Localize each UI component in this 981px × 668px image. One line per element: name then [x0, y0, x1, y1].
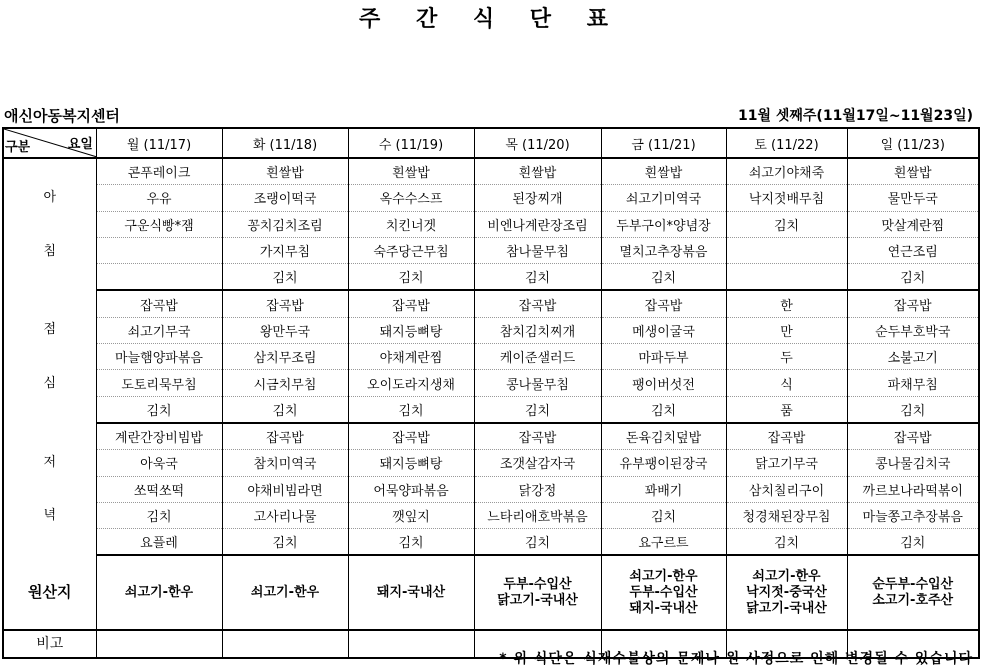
menu-cell: 청경채된장무침	[726, 502, 847, 528]
day-header-sun: 일 (11/23)	[847, 128, 979, 158]
menu-cell: 시금치무침	[222, 370, 348, 396]
menu-cell: 우유	[96, 185, 222, 211]
menu-cell: 흰쌀밥	[348, 158, 474, 185]
menu-cell: 요플레	[96, 529, 222, 556]
note-cell	[96, 630, 222, 658]
menu-cell: 오이도라지생채	[348, 370, 474, 396]
menu-cell: 까르보나라떡볶이	[847, 476, 979, 502]
dinner-row	[3, 502, 979, 528]
menu-cell: 구운식빵*잼	[96, 211, 222, 237]
menu-cell: 쇠고기미역국	[601, 185, 726, 211]
corner-label-day: 요일	[67, 137, 93, 152]
lunch-row	[3, 317, 979, 343]
menu-cell: 메생이굴국	[601, 317, 726, 343]
menu-cell: 도토리묵무침	[96, 370, 222, 396]
breakfast-row	[3, 158, 979, 185]
weekly-menu-table	[2, 127, 980, 659]
menu-cell: 두	[726, 344, 847, 370]
menu-cell: 마늘쫑고추장볶음	[847, 502, 979, 528]
menu-cell: 흰쌀밥	[601, 158, 726, 185]
menu-cell: 야채비빔라면	[222, 476, 348, 502]
dinner-row	[3, 476, 979, 502]
menu-cell: 콩나물무침	[474, 370, 601, 396]
menu-cell: 느타리애호박볶음	[474, 502, 601, 528]
corner-label-category: 구분	[5, 140, 31, 155]
origin-cell: 두부-수입산 닭고기-국내산	[474, 555, 601, 630]
menu-cell: 김치	[601, 264, 726, 291]
menu-cell: 흰쌀밥	[847, 158, 979, 185]
menu-cell: 잡곡밥	[96, 290, 222, 317]
menu-cell	[726, 237, 847, 263]
menu-cell: 김치	[474, 396, 601, 423]
menu-cell: 잡곡밥	[474, 423, 601, 450]
breakfast-label: 아 침	[3, 158, 96, 290]
dinner-row	[3, 423, 979, 450]
menu-cell	[96, 237, 222, 263]
dinner-label: 저 녁	[3, 423, 96, 555]
lunch-label: 점 심	[3, 290, 96, 422]
menu-cell: 가지무침	[222, 237, 348, 263]
menu-cell: 어묵양파볶음	[348, 476, 474, 502]
lunch-row	[3, 344, 979, 370]
menu-cell: 한	[726, 290, 847, 317]
breakfast-row	[3, 211, 979, 237]
menu-cell: 꽈배기	[601, 476, 726, 502]
menu-cell: 유부팽이된장국	[601, 450, 726, 476]
origin-cell: 순두부-수입산 소고기-호주산	[847, 555, 979, 630]
menu-cell: 케이준샐러드	[474, 344, 601, 370]
lunch-row	[3, 370, 979, 396]
menu-cell: 김치	[96, 502, 222, 528]
menu-cell: 흰쌀밥	[474, 158, 601, 185]
page-title: 주 간 식 단 표	[359, 7, 622, 32]
breakfast-row	[3, 237, 979, 263]
lunch-row	[3, 396, 979, 423]
footnote: * 위 식단은 식재수불상의 문제나 원 사정으로 인해 변경될 수 있습니다	[499, 651, 973, 667]
menu-cell: 조랭이떡국	[222, 185, 348, 211]
menu-cell: 돼지등뼈탕	[348, 317, 474, 343]
origin-cell: 쇠고기-한우	[96, 555, 222, 630]
menu-cell: 김치	[847, 264, 979, 291]
menu-cell: 고사리나물	[222, 502, 348, 528]
menu-cell: 흰쌀밥	[222, 158, 348, 185]
menu-cell: 잡곡밥	[601, 290, 726, 317]
menu-cell	[96, 264, 222, 291]
menu-cell: 요구르트	[601, 529, 726, 556]
menu-cell: 마늘햄양파볶음	[96, 344, 222, 370]
menu-cell: 물만두국	[847, 185, 979, 211]
breakfast-row	[3, 264, 979, 291]
day-header-thu: 목 (11/20)	[474, 128, 601, 158]
menu-cell: 왕만두국	[222, 317, 348, 343]
menu-cell: 참나물무침	[474, 237, 601, 263]
menu-cell: 쏘떡쏘떡	[96, 476, 222, 502]
menu-cell: 삼치칠리구이	[726, 476, 847, 502]
corner-header	[3, 128, 96, 158]
menu-cell: 두부구이*양념장	[601, 211, 726, 237]
menu-cell: 참치김치찌개	[474, 317, 601, 343]
menu-cell: 만	[726, 317, 847, 343]
menu-cell: 김치	[348, 529, 474, 556]
menu-cell: 김치	[847, 529, 979, 556]
day-header-fri: 금 (11/21)	[601, 128, 726, 158]
menu-cell: 잡곡밥	[847, 290, 979, 317]
menu-cell: 돈육김치덮밥	[601, 423, 726, 450]
menu-cell: 비엔나계란장조림	[474, 211, 601, 237]
menu-cell: 김치	[96, 396, 222, 423]
lunch-row	[3, 290, 979, 317]
origin-cell: 돼지-국내산	[348, 555, 474, 630]
menu-cell: 김치	[601, 502, 726, 528]
menu-cell: 파채무침	[847, 370, 979, 396]
note-cell	[348, 630, 474, 658]
origin-row	[3, 555, 979, 630]
menu-cell: 맛살계란찜	[847, 211, 979, 237]
menu-cell: 삼치무조림	[222, 344, 348, 370]
menu-cell: 콩나물김치국	[847, 450, 979, 476]
menu-cell: 잡곡밥	[348, 423, 474, 450]
menu-cell: 김치	[601, 396, 726, 423]
menu-cell: 닭강정	[474, 476, 601, 502]
day-header-mon: 월 (11/17)	[96, 128, 222, 158]
menu-cell: 돼지등뼈탕	[348, 450, 474, 476]
header-row	[3, 128, 979, 158]
menu-cell: 팽이버섯전	[601, 370, 726, 396]
menu-cell: 꽁치김치조림	[222, 211, 348, 237]
menu-cell: 잡곡밥	[222, 290, 348, 317]
menu-cell: 참치미역국	[222, 450, 348, 476]
menu-cell: 김치	[726, 529, 847, 556]
menu-cell: 김치	[222, 396, 348, 423]
menu-cell: 김치	[474, 529, 601, 556]
menu-cell	[726, 264, 847, 291]
center-name: 애신아동복지센터	[4, 107, 120, 125]
menu-cell: 김치	[348, 396, 474, 423]
menu-cell: 김치	[726, 211, 847, 237]
menu-cell: 낙지젓배무침	[726, 185, 847, 211]
menu-cell: 야채계란찜	[348, 344, 474, 370]
origin-cell: 쇠고기-한우 낙지젓-중국산 닭고기-국내산	[726, 555, 847, 630]
origin-cell: 쇠고기-한우 두부-수입산 돼지-국내산	[601, 555, 726, 630]
origin-label: 원산지	[3, 555, 96, 630]
menu-cell: 잡곡밥	[222, 423, 348, 450]
menu-cell: 치킨너겟	[348, 211, 474, 237]
menu-cell: 잡곡밥	[348, 290, 474, 317]
note-label: 비고	[3, 630, 96, 658]
menu-cell: 마파두부	[601, 344, 726, 370]
menu-cell: 쇠고기야채죽	[726, 158, 847, 185]
dinner-row	[3, 450, 979, 476]
day-header-tue: 화 (11/18)	[222, 128, 348, 158]
menu-cell: 잡곡밥	[847, 423, 979, 450]
menu-cell: 옥수수스프	[348, 185, 474, 211]
day-header-sat: 토 (11/22)	[726, 128, 847, 158]
menu-cell: 된장찌개	[474, 185, 601, 211]
menu-cell: 소불고기	[847, 344, 979, 370]
menu-cell: 김치	[847, 396, 979, 423]
menu-cell: 김치	[348, 264, 474, 291]
menu-cell: 김치	[222, 264, 348, 291]
menu-cell: 순두부호박국	[847, 317, 979, 343]
menu-cell: 잡곡밥	[726, 423, 847, 450]
menu-cell: 연근조림	[847, 237, 979, 263]
menu-cell: 콘푸레이크	[96, 158, 222, 185]
menu-cell: 잡곡밥	[474, 290, 601, 317]
menu-cell: 김치	[222, 529, 348, 556]
menu-cell: 계란간장비빔밥	[96, 423, 222, 450]
menu-cell: 쇠고기무국	[96, 317, 222, 343]
menu-cell: 아욱국	[96, 450, 222, 476]
menu-cell: 품	[726, 396, 847, 423]
dinner-row	[3, 529, 979, 556]
menu-cell: 멸치고추장볶음	[601, 237, 726, 263]
menu-cell: 식	[726, 370, 847, 396]
menu-cell: 조갯살감자국	[474, 450, 601, 476]
breakfast-row	[3, 185, 979, 211]
origin-cell: 쇠고기-한우	[222, 555, 348, 630]
week-range: 11월 셋째주(11월17일~11월23일)	[737, 108, 973, 124]
menu-cell: 숙주당근무침	[348, 237, 474, 263]
note-cell	[222, 630, 348, 658]
menu-cell: 김치	[474, 264, 601, 291]
menu-cell: 깻잎지	[348, 502, 474, 528]
menu-cell: 닭고기무국	[726, 450, 847, 476]
day-header-wed: 수 (11/19)	[348, 128, 474, 158]
